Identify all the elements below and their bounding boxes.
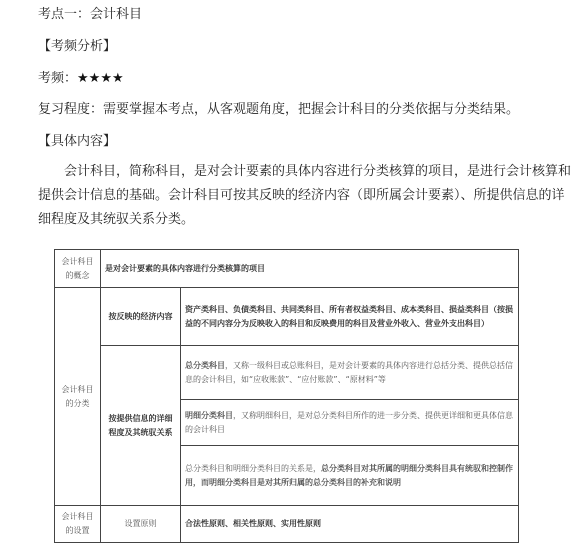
intro-paragraph: 会计科目，简称科目，是对会计要素的具体内容进行分类核算的项目，是进行会计核算和提供会计信息的基础。会计科目可按其反映的经济内容（即所属会计要素）、所提供信息的详细程度及其统驭关系分类。 xyxy=(38,164,572,227)
review-degree: 复习程度：需要掌握本考点，从客观题角度，把握会计科目的分类依据与分类结果。 xyxy=(38,102,520,117)
setup-label: 会计科目的设置 xyxy=(55,506,101,543)
general-account-text: 总分类科目，又称一级科目或总账科目，是对会计要素的具体内容进行总括分类、提供总括信息的会计科目，如“应收账款”、“应付账款”、“原材料”等 xyxy=(181,346,519,400)
setup-principle-label: 设置原则 xyxy=(101,506,181,543)
star-rating-icon: ★★★★ xyxy=(77,71,124,86)
by-detail-label: 按提供信息的详细程度及其统驭关系 xyxy=(101,346,181,506)
by-content-label: 按反映的经济内容 xyxy=(101,288,181,346)
setup-principle-text: 合法性原则、相关性原则、实用性原则 xyxy=(181,506,519,543)
relation-text: 总分类科目和明细分类科目的关系是，总分类科目对其所属的明细分类科目具有统驭和控制作用，而明细分类科目是对其所归属的总分类科目的补充和说明 xyxy=(181,446,519,506)
section-title: 考点一：会计科目 xyxy=(38,7,143,22)
by-content-text: 资产类科目、负债类科目、共同类科目、所有者权益类科目、成本类科目、损益类科目（按损益的不同内容分为反映收入的科目和反映费用的科目及营业外收入、营业外支出科目） xyxy=(181,288,519,346)
content-heading: 【具体内容】 xyxy=(38,134,117,149)
concept-text: 是对会计要素的具体内容进行分类核算的项目 xyxy=(101,250,519,288)
concept-label: 会计科目的概念 xyxy=(55,250,101,288)
account-subjects-table xyxy=(54,249,519,543)
classification-label: 会计科目的分类 xyxy=(55,288,101,506)
freq-label: 考频： xyxy=(38,71,78,86)
freq-line xyxy=(38,70,124,88)
detail-account-text: 明细分类科目，又称明细科目，是对总分类科目所作的进一步分类、提供更详细和更具体信息的会计科目 xyxy=(181,400,519,446)
freq-analysis-heading: 【考频分析】 xyxy=(38,39,117,54)
